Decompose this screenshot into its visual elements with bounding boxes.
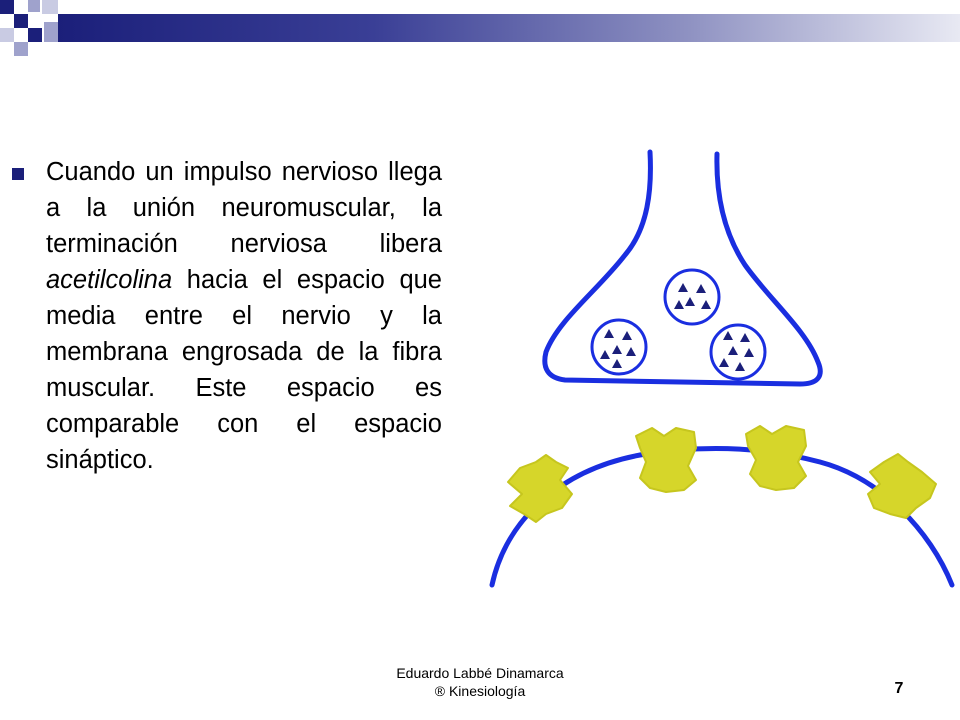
vesicle-icon <box>592 320 646 374</box>
neuromuscular-junction-diagram <box>480 140 960 600</box>
vesicle-icon <box>711 325 765 379</box>
header-square-decoration <box>42 0 58 14</box>
footer-author <box>340 664 620 700</box>
vesicle-icon <box>665 270 719 324</box>
page-number: 7 <box>894 680 904 697</box>
bullet-paragraph <box>46 154 442 478</box>
receptor-icon <box>636 428 696 492</box>
bullet-text-after: hacia el espacio que media entre el nervio y la membrana engrosada de la fibra muscular. Este espacio es comparable con el espacio sináptico. <box>46 266 442 474</box>
header-square-decoration <box>28 28 42 42</box>
square-bullet-icon <box>12 168 24 180</box>
receptor-icon <box>508 455 572 522</box>
footer-line1: Eduardo Labbé Dinamarca <box>396 665 564 681</box>
header-gradient-bar <box>58 14 960 42</box>
header-square-decoration <box>0 0 14 14</box>
bullet-text-italic: acetilcolina <box>46 266 173 294</box>
footer-line2: ® Kinesiología <box>434 683 526 699</box>
receptor-icon <box>868 454 936 518</box>
header-square-decoration <box>28 0 40 12</box>
header-square-decoration <box>14 14 28 28</box>
bullet-text-before: Cuando un impulso nervioso llega a la unión neuromuscular, la terminación nerviosa libera <box>46 158 442 258</box>
header-square-decoration <box>44 22 58 42</box>
header-square-decoration <box>0 28 14 42</box>
header-square-decoration <box>14 42 28 56</box>
bullet-list <box>12 154 442 478</box>
nerve-terminal-outline <box>545 152 820 384</box>
receptor-icon <box>746 426 806 490</box>
